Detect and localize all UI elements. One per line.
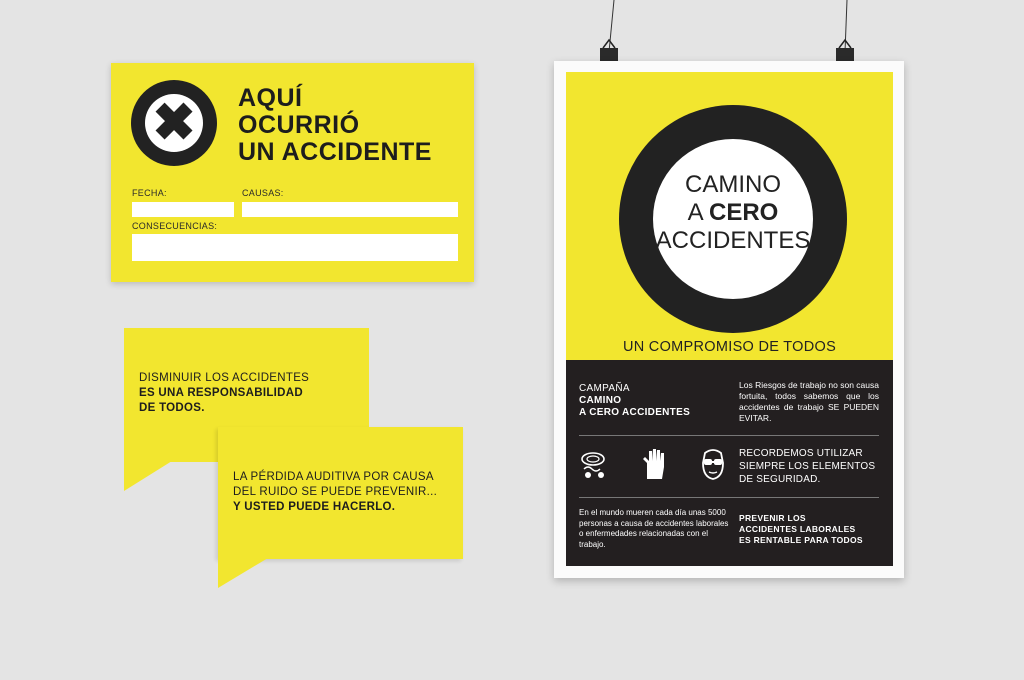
card-title-line: OCURRIÓ — [238, 111, 360, 139]
campana-label: CAMPAÑA — [579, 383, 630, 394]
ring-line-prefix: A — [687, 199, 703, 226]
prevenir-line: ACCIDENTES LABORALES — [739, 524, 856, 534]
bubble-tail — [124, 461, 204, 501]
earplugs-icon — [579, 447, 613, 481]
bubble1-line: DISMINUIR LOS ACCIDENTES — [139, 372, 310, 384]
bubble2-line: LA PÉRDIDA AUDITIVA POR CAUSA — [233, 471, 434, 483]
causas-label: CAUSAS: — [242, 188, 284, 198]
divider — [579, 435, 879, 436]
bubble1-line-bold: DE TODOS. — [139, 402, 205, 414]
causas-field[interactable] — [242, 202, 458, 217]
prevenir-line: ES RENTABLE PARA TODOS — [739, 535, 863, 545]
consecuencias-label: CONSECUENCIAS: — [132, 221, 218, 231]
ring-emblem — [619, 105, 847, 333]
fecha-field[interactable] — [132, 202, 234, 217]
mundo-text: En el mundo mueren cada día unas 5000 personas a causa de accidentes laborales o enfermedades relacionadas con el trabajo. — [579, 508, 729, 549]
card-title-line: AQUÍ — [238, 84, 303, 112]
campaign-poster — [554, 61, 904, 578]
ring-line-bold: CERO — [709, 199, 779, 226]
card-title-line: UN ACCIDENTE — [238, 138, 432, 166]
campana-line: CAMINO — [579, 395, 622, 406]
ring-line: CAMINO — [685, 171, 781, 198]
bubble-tail — [218, 558, 298, 598]
poster-top-panel — [566, 72, 893, 360]
prevenir-text — [739, 513, 884, 546]
card-title — [238, 85, 468, 166]
divider — [579, 497, 879, 498]
glove-icon — [638, 447, 672, 481]
poster-tagline: UN COMPROMISO DE TODOS — [622, 339, 837, 355]
campana-title — [579, 383, 690, 419]
bubble1-line-bold: ES UNA RESPONSABILIDAD — [139, 387, 303, 399]
fecha-label: FECHA: — [132, 188, 167, 198]
accident-card — [111, 63, 474, 282]
bubble2-line-bold: Y USTED PUEDE HACERLO. — [233, 501, 396, 513]
consecuencias-field[interactable] — [132, 234, 458, 261]
goggles-icon — [696, 447, 730, 481]
poster-info-panel — [566, 360, 893, 566]
x-warning-icon: ✖ — [131, 80, 217, 166]
ring-text — [653, 171, 813, 255]
bubble2-line: DEL RUIDO SE PUEDE PREVENIR... — [233, 486, 438, 498]
ring-line: ACCIDENTES — [655, 227, 811, 254]
recordemos-text: RECORDEMOS UTILIZAR SIEMPRE LOS ELEMENTOS DE SEGURIDAD. — [739, 448, 876, 485]
prevenir-line: PREVENIR LOS — [739, 513, 806, 523]
riesgos-text: Los Riesgos de trabajo no son causa fortuita, todos sabemos que los accidentes de trabajo SE PUEDEN EVITAR. — [739, 380, 879, 423]
campana-line: A CERO ACCIDENTES — [579, 407, 691, 418]
